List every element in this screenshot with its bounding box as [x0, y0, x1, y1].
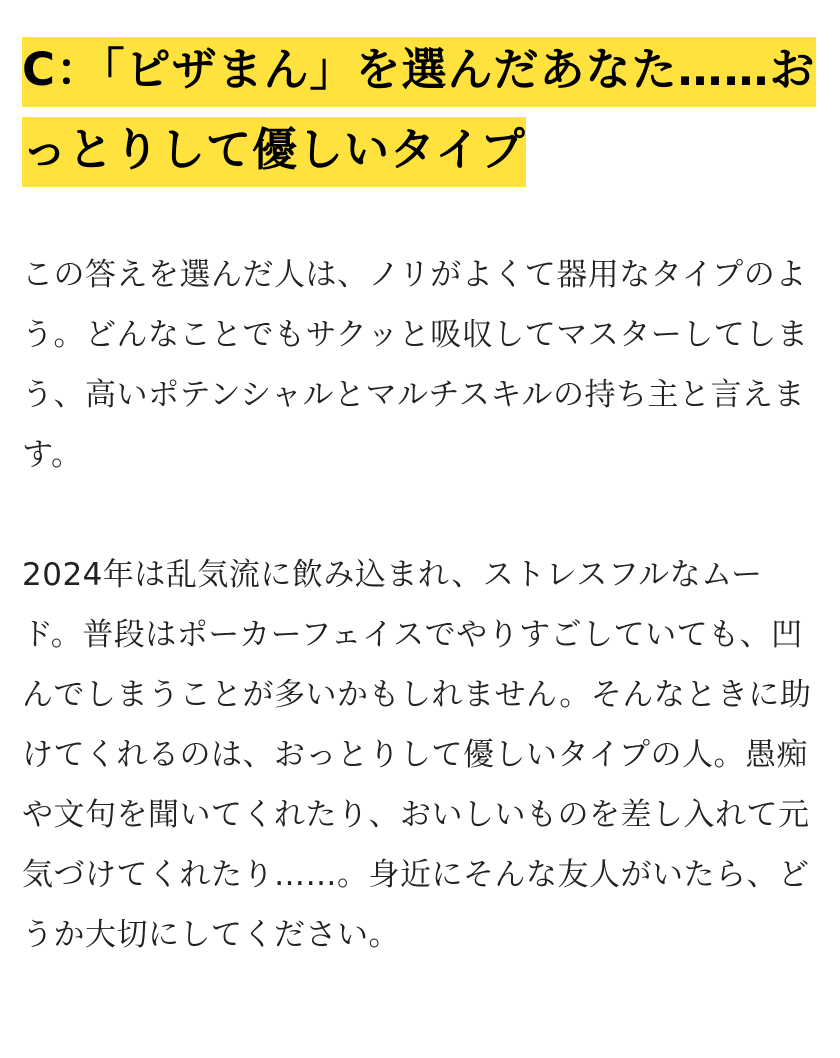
heading-highlight: C：「ピザまん」を選んだあなた……おっとりして優しいタイプ — [22, 37, 816, 187]
section-heading — [22, 30, 819, 190]
article — [22, 30, 819, 965]
paragraph-2: 2024年は乱気流に飲み込まれ、ストレスフルなムード。普段はポーカーフェイスでやりすごしていても、凹んでしまうことが多いかもしれません。そんなときに助けてくれるのは、おっとりして優しいタイプの人。愚痴や文句を聞いてくれたり、おいしいものを差し入れて元気づけてくれたり……。身近にそんな友人がいたら、どうか大切にしてください。 — [22, 557, 812, 953]
paragraph-1: この答えを選んだ人は、ノリがよくて器用なタイプのよう。どんなことでもサクッと吸収してマスターしてしまう、高いポテンシャルとマルチスキルの持ち主と言えます。 — [22, 257, 809, 473]
